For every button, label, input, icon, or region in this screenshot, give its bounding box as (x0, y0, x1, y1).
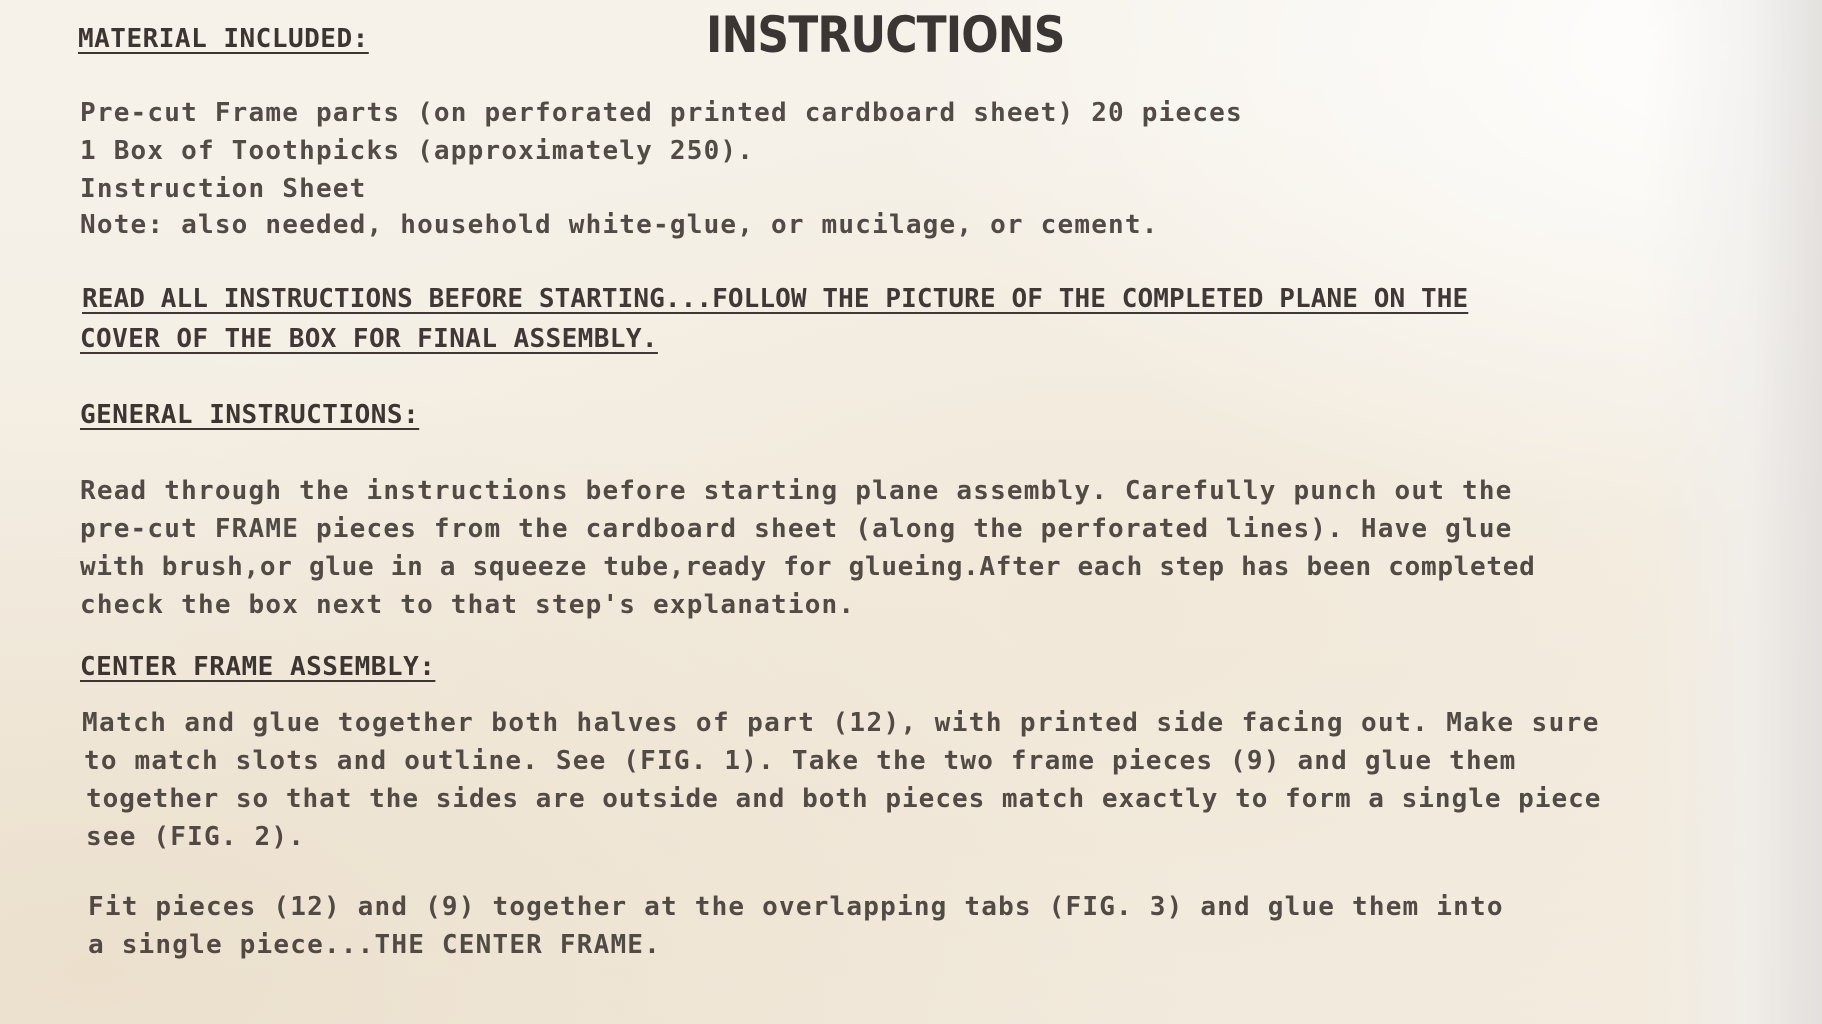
center-line: Fit pieces (12) and (9) together at the overlapping tabs (FIG. 3) and glue them into (88, 892, 1504, 922)
general-line: check the box next to that step's explanation. (80, 590, 856, 620)
center-frame-heading: CENTER FRAME ASSEMBLY: (80, 652, 436, 682)
material-line: Note: also needed, household white-glue, or mucilage, or cement. (80, 210, 1159, 240)
center-line: Match and glue together both halves of part (12), with printed side facing out. Make sure (82, 708, 1600, 738)
center-line: see (FIG. 2). (86, 822, 306, 852)
center-line: together so that the sides are outside and both pieces match exactly to form a single piece (86, 784, 1602, 814)
material-heading: MATERIAL INCLUDED: (78, 24, 369, 54)
general-line: Read through the instructions before starting plane assembly. Carefully punch out the (80, 476, 1513, 506)
general-line: with brush,or glue in a squeeze tube,ready for glueing.After each step has been completed (80, 552, 1536, 582)
center-line: to match slots and outline. See (FIG. 1). Take the two frame pieces (9) and glue them (84, 746, 1517, 776)
center-line: a single piece...THE CENTER FRAME. (88, 930, 662, 960)
page-title: INSTRUCTIONS (706, 6, 1065, 64)
warning-line: COVER OF THE BOX FOR FINAL ASSEMBLY. (80, 324, 658, 354)
page-edge-shading (1642, 0, 1822, 1024)
material-line: Instruction Sheet (80, 174, 367, 204)
material-line: 1 Box of Toothpicks (approximately 250). (80, 136, 755, 166)
general-heading: GENERAL INSTRUCTIONS: (80, 400, 420, 430)
general-line: pre-cut FRAME pieces from the cardboard sheet (along the perforated lines). Have glue (80, 514, 1513, 544)
material-line: Pre-cut Frame parts (on perforated printed cardboard sheet) 20 pieces (80, 98, 1243, 128)
warning-line: READ ALL INSTRUCTIONS BEFORE STARTING...FOLLOW THE PICTURE OF THE COMPLETED PLANE ON THE (82, 284, 1469, 314)
